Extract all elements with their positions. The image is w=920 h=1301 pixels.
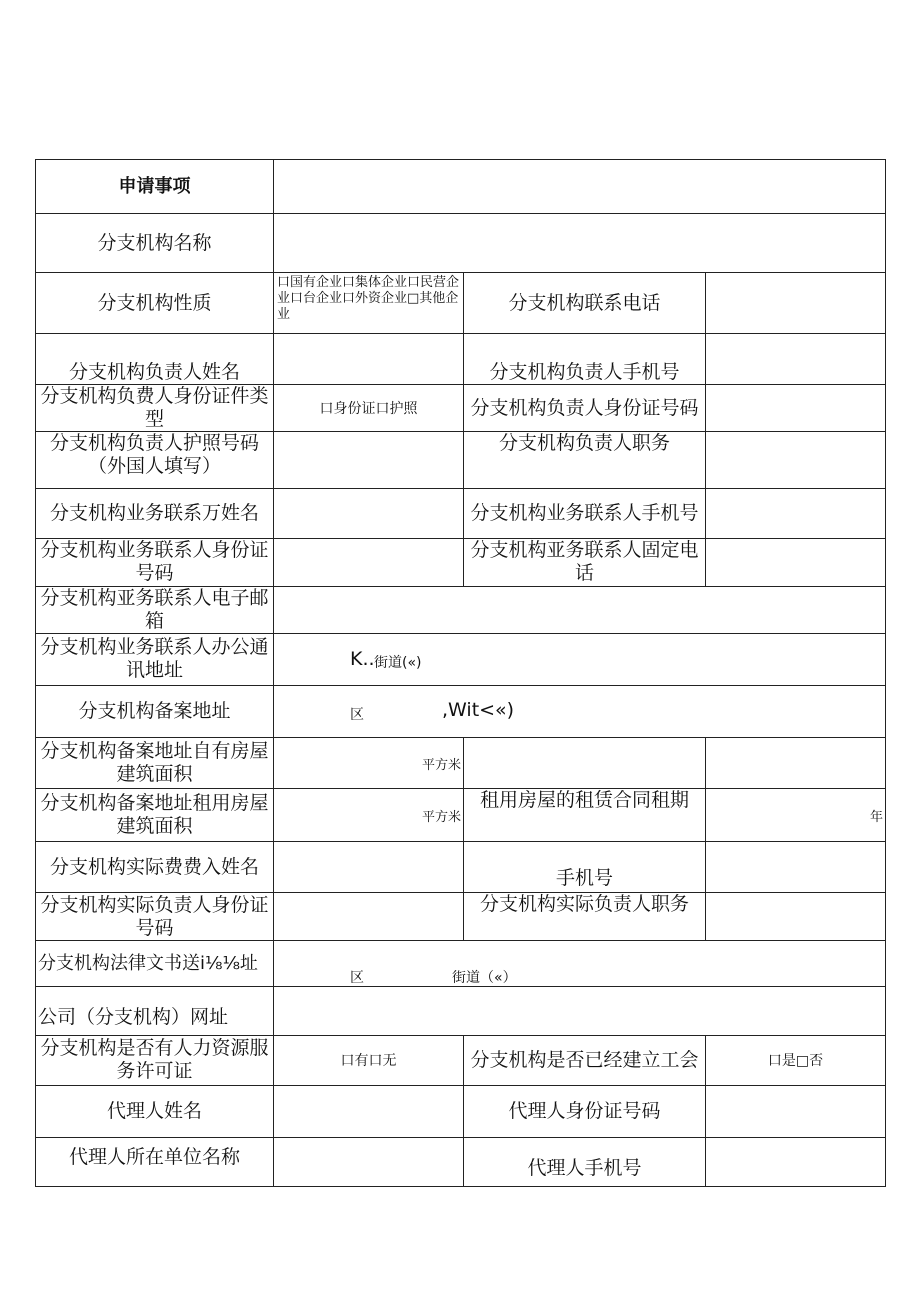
- head-name-field[interactable]: [274, 334, 464, 385]
- branch-name-label: 分支机构名称: [36, 214, 274, 273]
- head-passport-label: 分支机构负责人护照号码（外国人填写）: [36, 432, 274, 488]
- row-head-name: [36, 334, 886, 385]
- contact-phone-field[interactable]: [706, 538, 886, 586]
- phone-label: 分支机构联系电话: [464, 273, 706, 334]
- website-field[interactable]: [274, 987, 886, 1035]
- legal-addr-label: 分支机构法律文书送i⅛⅛址: [36, 941, 274, 987]
- contact-id-label: 分支机构业务联系人身份证号码: [36, 538, 274, 586]
- row-website: [36, 987, 886, 1035]
- head-id-no-field[interactable]: [706, 385, 886, 432]
- rent-area-field[interactable]: [274, 789, 464, 842]
- lease-label: 租用房屋的租赁合同租期: [464, 789, 706, 842]
- record-addr-field[interactable]: [274, 685, 886, 737]
- actual-mobile-field[interactable]: [706, 842, 886, 893]
- own-area-field[interactable]: [274, 738, 464, 789]
- legal-addr-district: 区: [350, 970, 364, 987]
- head-id-type-options[interactable]: 口身份证口护照: [274, 385, 464, 432]
- agent-id-label: 代理人身份证号码: [464, 1085, 706, 1137]
- contact-mobile-label: 分支机构业务联系人手机号: [464, 488, 706, 538]
- record-addr-label: 分支机构备案地址: [36, 685, 274, 737]
- head-passport-field[interactable]: [274, 432, 464, 488]
- row-contact-id: [36, 538, 886, 586]
- row-record-addr: [36, 685, 886, 737]
- contact-name-field[interactable]: [274, 488, 464, 538]
- contact-addr-suffix: 街道(«): [374, 654, 422, 671]
- row-rent-area: [36, 789, 886, 842]
- head-mobile-label: 分支机构负责人手机号: [464, 334, 706, 385]
- actual-mobile-label: 手机号: [464, 842, 706, 893]
- contact-name-label: 分支机构业务联系万姓名: [36, 488, 274, 538]
- row-contact-email: [36, 586, 886, 633]
- agent-name-field[interactable]: [274, 1085, 464, 1137]
- head-mobile-field[interactable]: [706, 334, 886, 385]
- lease-unit: 年: [870, 809, 884, 825]
- own-area-unit: 平方米: [421, 757, 461, 773]
- row-apply-item: [36, 160, 886, 214]
- agent-name-label: 代理人姓名: [36, 1085, 274, 1137]
- rent-area-unit: 平方米: [421, 809, 461, 825]
- head-id-type-label: 分支机构负费人身份证件类型: [36, 385, 274, 432]
- row-contact-name: [36, 488, 886, 538]
- agent-unit-field[interactable]: [274, 1137, 464, 1186]
- row-actual-id: [36, 893, 886, 941]
- actual-id-label: 分支机构实际负责人身份证号码: [36, 893, 274, 941]
- contact-id-field[interactable]: [274, 538, 464, 586]
- nature-options[interactable]: 口国有企业口集体企业口民营企业口台企业口外资企业□其他企业: [274, 273, 464, 334]
- row-head-passport: [36, 432, 886, 488]
- row-branch-name: [36, 214, 886, 273]
- application-form-table: [35, 159, 886, 1187]
- contact-phone-label: 分支机构亚务联系人固定电话: [464, 538, 706, 586]
- row-contact-addr: [36, 633, 886, 685]
- actual-duty-field[interactable]: [706, 893, 886, 941]
- own-area-label: 分支机构备案地址自有房屋建筑面积: [36, 738, 274, 789]
- head-duty-label: 分支机构负责人职务: [464, 432, 706, 488]
- agent-mobile-label: 代理人手机号: [464, 1137, 706, 1186]
- contact-email-label: 分支机构亚务联系人电子邮箱: [36, 586, 274, 633]
- row-agent-name: [36, 1085, 886, 1137]
- contact-addr-field[interactable]: [274, 633, 886, 685]
- row-agent-unit: [36, 1137, 886, 1186]
- head-id-no-label: 分支机构负责人身份证号码: [464, 385, 706, 432]
- head-name-label: 分支机构负责人姓名: [36, 334, 274, 385]
- hr-license-label: 分支机构是否有人力资源服务许可证: [36, 1035, 274, 1085]
- row-actual-name: [36, 842, 886, 893]
- row-nature: [36, 273, 886, 334]
- actual-id-field[interactable]: [274, 893, 464, 941]
- row-legal-addr: [36, 941, 886, 987]
- nature-label: 分支机构性质: [36, 273, 274, 334]
- rent-area-label: 分支机构备案地址租用房屋建筑面积: [36, 789, 274, 842]
- union-options[interactable]: 口是□否: [706, 1035, 886, 1085]
- branch-name-field[interactable]: [274, 214, 886, 273]
- agent-mobile-field[interactable]: [706, 1137, 886, 1186]
- hr-license-options[interactable]: 口有口无: [274, 1035, 464, 1085]
- agent-unit-label: 代理人所在单位名称: [36, 1137, 274, 1186]
- own-area-extra2[interactable]: [706, 738, 886, 789]
- contact-addr-label: 分支机构业务联系人办公通讯地址: [36, 633, 274, 685]
- actual-name-field[interactable]: [274, 842, 464, 893]
- contact-mobile-field[interactable]: [706, 488, 886, 538]
- head-duty-field[interactable]: [706, 432, 886, 488]
- record-addr-district: 区: [350, 706, 364, 723]
- apply-item-label: 申请事项: [36, 160, 274, 214]
- legal-addr-street: 街道（«）: [452, 970, 517, 987]
- actual-name-label: 分支机构实际费费入姓名: [36, 842, 274, 893]
- legal-addr-field[interactable]: [274, 941, 886, 987]
- agent-id-field[interactable]: [706, 1085, 886, 1137]
- website-label: 公司（分支机构）网址: [36, 987, 274, 1035]
- union-label: 分支机构是否已经建立工会: [464, 1035, 706, 1085]
- apply-item-field[interactable]: [274, 160, 886, 214]
- own-area-extra[interactable]: [464, 738, 706, 789]
- row-head-id-type: [36, 385, 886, 432]
- lease-field[interactable]: [706, 789, 886, 842]
- record-addr-tail: ,Wit<«): [442, 698, 515, 721]
- row-hr-license: [36, 1035, 886, 1085]
- row-own-area: [36, 738, 886, 789]
- phone-field[interactable]: [706, 273, 886, 334]
- contact-email-field[interactable]: [274, 586, 886, 633]
- contact-addr-prefix: K..: [350, 647, 375, 670]
- actual-duty-label: 分支机构实际负责人职务: [464, 893, 706, 941]
